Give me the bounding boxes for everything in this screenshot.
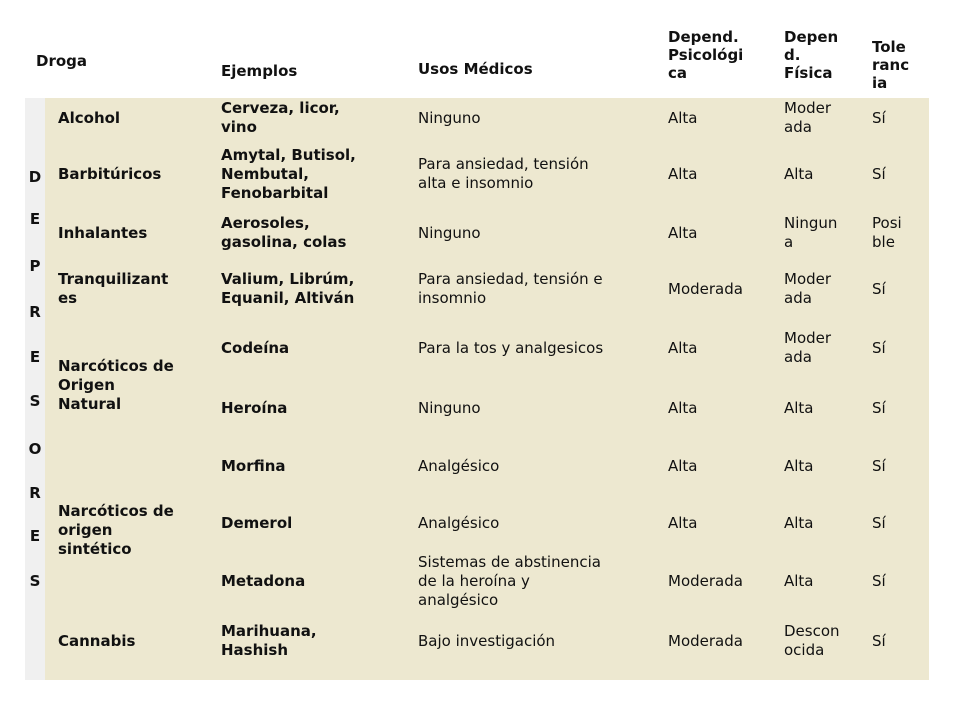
cell-line: Alta (668, 164, 698, 183)
cell-dependencia-psicologica (668, 399, 773, 418)
cell-line: Inhalantes (58, 223, 148, 242)
cell-line: Alta (668, 223, 698, 242)
side-letter: R (29, 484, 41, 502)
cell-ejemplos (221, 572, 406, 591)
cell-tolerancia (872, 572, 924, 591)
cell-line: Cannabis (58, 631, 136, 650)
side-letter: E (29, 527, 41, 545)
cell-dependencia-psicologica (668, 224, 773, 243)
group-narcoticos-natural: Narcóticos de Origen Natural (58, 357, 174, 413)
cell-line: Valium, Librúm, (221, 270, 355, 288)
cell-line: Sí (872, 338, 886, 357)
cell-line: Alta (784, 456, 814, 475)
cell-ejemplos (221, 514, 406, 533)
cell-line: Alta (784, 513, 814, 532)
cell-usos-medicos (418, 109, 658, 128)
cell-line: analgésico (418, 590, 499, 609)
cell-droga (58, 270, 208, 308)
cell-line: Sí (872, 398, 886, 417)
header-ejemplos: Ejemplos (221, 62, 298, 80)
cell-line: Amytal, Butisol, (221, 145, 356, 164)
cell-line: Para ansiedad, tensión (418, 155, 589, 173)
cell-dependencia-fisica (784, 572, 864, 591)
cell-line: Sí (872, 571, 886, 590)
cell-dependencia-psicologica (668, 457, 773, 476)
side-letter: P (29, 257, 41, 275)
cell-line: gasolina, colas (221, 233, 347, 251)
cell-dependencia-psicologica (668, 109, 773, 128)
cell-line: Alta (668, 456, 698, 475)
header-dependencia-psicologica: Depend. Psicológi ca (668, 28, 744, 82)
cell-line: Nembutal, (221, 164, 309, 183)
cell-line: Barbitúricos (58, 164, 162, 183)
cell-line: Para ansiedad, tensión e (418, 270, 603, 288)
cell-tolerancia (872, 514, 924, 533)
cell-usos-medicos (418, 339, 658, 358)
side-letter: R (29, 303, 41, 321)
cell-ejemplos (221, 99, 406, 137)
side-letter: S (29, 392, 41, 410)
header-droga: Droga (36, 52, 88, 70)
cell-tolerancia (872, 109, 924, 128)
header-usos-medicos: Usos Médicos (418, 60, 533, 78)
cell-usos-medicos (418, 553, 658, 610)
cell-dependencia-psicologica (668, 280, 773, 299)
cell-ejemplos (221, 457, 406, 476)
cell-line: Metadona (221, 571, 306, 590)
cell-line: a (784, 233, 794, 251)
cell-usos-medicos (418, 514, 658, 533)
cell-dependencia-psicologica (668, 514, 773, 533)
cell-line: Moder (784, 99, 832, 117)
cell-dependencia-fisica (784, 399, 864, 418)
cell-tolerancia (872, 214, 924, 252)
cell-line: Sí (872, 456, 886, 475)
cell-line: Heroína (221, 398, 288, 417)
cell-usos-medicos (418, 270, 658, 308)
cell-dependencia-psicologica (668, 165, 773, 184)
cell-droga (58, 109, 208, 128)
cell-line: Tranquilizant (58, 270, 169, 288)
cell-droga (58, 165, 208, 184)
cell-line: Sí (872, 164, 886, 183)
cell-line: Sí (872, 513, 886, 532)
cell-line: Alcohol (58, 108, 121, 127)
cell-tolerancia (872, 399, 924, 418)
cell-line: Aerosoles, (221, 214, 310, 232)
side-letter: D (28, 168, 42, 186)
cell-line: Marihuana, (221, 622, 317, 640)
cell-line: Fenobarbital (221, 183, 329, 202)
cell-line: Ninguno (418, 108, 481, 127)
cell-line: Moder (784, 270, 832, 288)
cell-line: Bajo investigación (418, 631, 556, 650)
cell-line: Ninguno (418, 398, 481, 417)
cell-line: Alta (784, 571, 814, 590)
cell-dependencia-fisica (784, 165, 864, 184)
cell-ejemplos (221, 339, 406, 358)
cell-ejemplos (221, 622, 406, 660)
cell-line: Ningun (784, 214, 838, 232)
cell-line: de la heroína y (418, 571, 530, 590)
cell-line: insomnio (418, 289, 487, 307)
cell-line: Moderada (668, 279, 743, 298)
side-letter: S (29, 572, 41, 590)
cell-usos-medicos (418, 457, 658, 476)
cell-tolerancia (872, 339, 924, 358)
cell-ejemplos (221, 270, 406, 308)
group-narcoticos-sintetico: Narcóticos de origen sintético (58, 502, 174, 558)
cell-line: Alta (784, 164, 814, 183)
cell-tolerancia (872, 457, 924, 476)
cell-dependencia-psicologica (668, 339, 773, 358)
side-letter: E (29, 348, 41, 366)
cell-dependencia-fisica (784, 270, 864, 308)
cell-tolerancia (872, 280, 924, 299)
cell-dependencia-fisica (784, 457, 864, 476)
cell-line: Alta (668, 338, 698, 357)
cell-usos-medicos (418, 399, 658, 418)
cell-line: Analgésico (418, 456, 500, 475)
cell-line: Demerol (221, 513, 293, 532)
side-letter: E (29, 210, 41, 228)
cell-line: Alta (668, 513, 698, 532)
cell-ejemplos (221, 146, 406, 203)
cell-dependencia-fisica (784, 329, 864, 367)
cell-dependencia-psicologica (668, 632, 773, 651)
cell-line: Cerveza, licor, (221, 99, 340, 117)
cell-line: Ninguno (418, 223, 481, 242)
cell-line: Codeína (221, 338, 290, 357)
cell-usos-medicos (418, 155, 658, 193)
cell-line: Sí (872, 108, 886, 127)
cell-dependencia-fisica (784, 214, 864, 252)
cell-usos-medicos (418, 632, 658, 651)
cell-dependencia-fisica (784, 99, 864, 137)
cell-line: Para la tos y analgesicos (418, 338, 604, 357)
cell-line: Descon (784, 622, 840, 640)
cell-line: vino (221, 118, 257, 136)
side-letter: O (28, 440, 42, 458)
cell-line: Moder (784, 329, 832, 347)
cell-line: ada (784, 289, 812, 307)
cell-line: Alta (784, 398, 814, 417)
cell-tolerancia (872, 632, 924, 651)
cell-dependencia-fisica (784, 514, 864, 533)
cell-tolerancia (872, 165, 924, 184)
cell-line: ada (784, 348, 812, 366)
cell-line: Equanil, Altiván (221, 289, 355, 307)
cell-line: Alta (668, 108, 698, 127)
cell-line: Analgésico (418, 513, 500, 532)
header-dependencia-fisica: Depen d. Física (784, 28, 839, 82)
cell-line: ocida (784, 641, 825, 659)
cell-dependencia-fisica (784, 622, 864, 660)
cell-line: ble (872, 233, 895, 251)
cell-line: Sistemas de abstinencia (418, 552, 601, 571)
cell-ejemplos (221, 214, 406, 252)
cell-line: es (58, 289, 78, 307)
cell-line: Moderada (668, 631, 743, 650)
cell-line: Morfina (221, 456, 286, 475)
cell-line: Alta (668, 398, 698, 417)
cell-usos-medicos (418, 224, 658, 243)
cell-line: ada (784, 118, 812, 136)
cell-droga (58, 632, 208, 651)
cell-line: Posi (872, 214, 902, 232)
cell-droga (58, 224, 208, 243)
cell-ejemplos (221, 399, 406, 418)
header-tolerancia: Tole ranc ia (872, 38, 910, 92)
cell-line: alta e insomnio (418, 174, 534, 192)
cell-line: Sí (872, 631, 886, 650)
cell-line: Moderada (668, 571, 743, 590)
cell-line: Hashish (221, 641, 289, 659)
cell-dependencia-psicologica (668, 572, 773, 591)
cell-line: Sí (872, 279, 886, 298)
